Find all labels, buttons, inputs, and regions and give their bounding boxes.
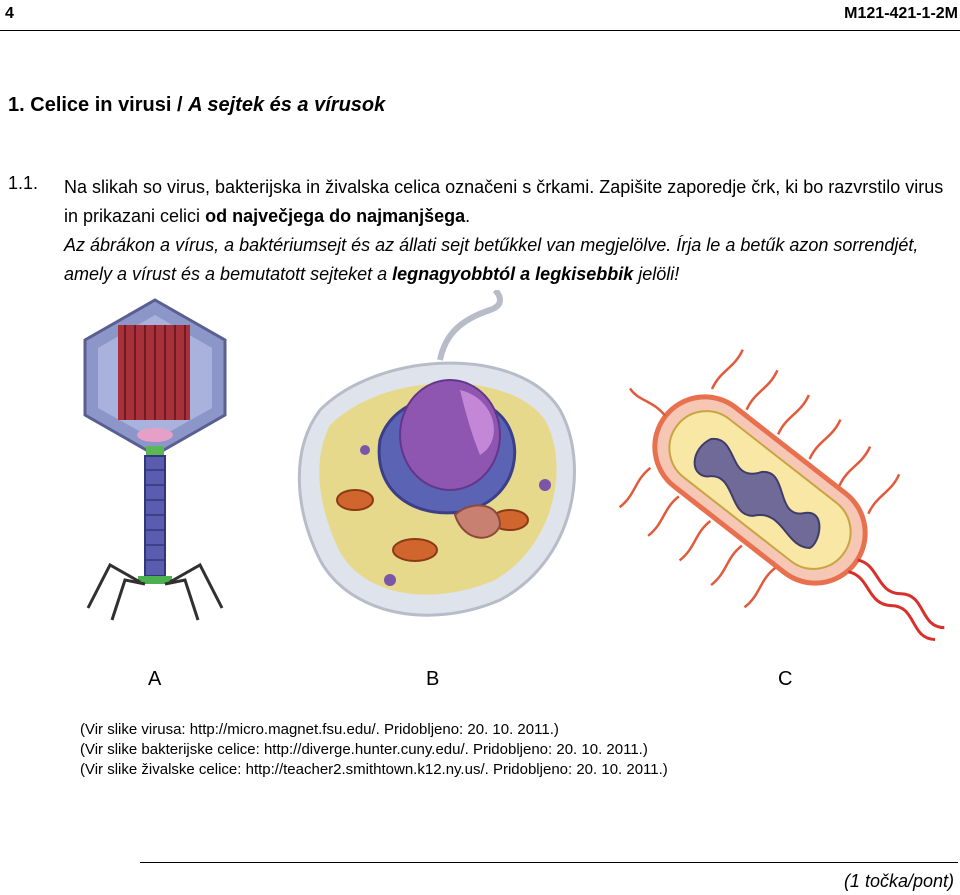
emphasis-hu: legnagyobbtól a legkisebbik — [392, 264, 634, 284]
page-number: 4 — [5, 5, 14, 22]
section-title-hu: A sejtek és a vírusok — [188, 94, 386, 116]
points-label: (1 točka/pont) — [843, 871, 954, 891]
question-text-sl: Na slikah so virus, bakterijska in živalska celica označeni s črkami. Zapišite zaporedje črk, ki bo razvrstilo virus in prikazani celici od največjega do najmanjšega. — [64, 177, 944, 226]
bacteria-illustration — [565, 306, 960, 660]
label-b: B — [426, 668, 440, 690]
credit-bacteria: (Vir slike bakterijske celice: http://diverge.hunter.cuny.edu/. Pridobljeno: 20. 10. 2011.) — [80, 741, 648, 758]
emphasis-sl: od največjega do najmanjšega — [205, 206, 466, 226]
animal-cell-illustration — [299, 290, 574, 615]
question-number: 1.1. — [8, 173, 39, 193]
exam-code: M121-421-1-2M — [844, 5, 958, 22]
header-divider — [0, 30, 960, 31]
question-text-hu: Az ábrákon a vírus, a baktériumsejt és az állati sejt betűkkel van megjelölve. Írja le a betűk azon sorrendjét, amely a vírust és a bemutatott sejteket a legnagyobbtól a legkisebbik jelöli! — [64, 235, 919, 284]
figure-illustrations — [0, 290, 960, 660]
image-credits — [80, 720, 668, 780]
virus-illustration — [85, 300, 225, 620]
label-c: C — [778, 668, 793, 690]
credit-virus: (Vir slike virusa: http://micro.magnet.fsu.edu/. Pridobljeno: 20. 10. 2011.) — [80, 721, 559, 738]
section-title-sl: Celice in virusi — [30, 94, 172, 116]
footer-divider — [140, 862, 958, 863]
section-number: 1. — [8, 94, 25, 116]
section-title — [8, 94, 385, 117]
section-separator: / — [176, 94, 183, 116]
label-a: A — [148, 668, 162, 690]
credit-animal-cell: (Vir slike živalske celice: http://teacher2.smithtown.k12.ny.us/. Pridobljeno: 20. 10. 2011.) — [80, 761, 668, 778]
